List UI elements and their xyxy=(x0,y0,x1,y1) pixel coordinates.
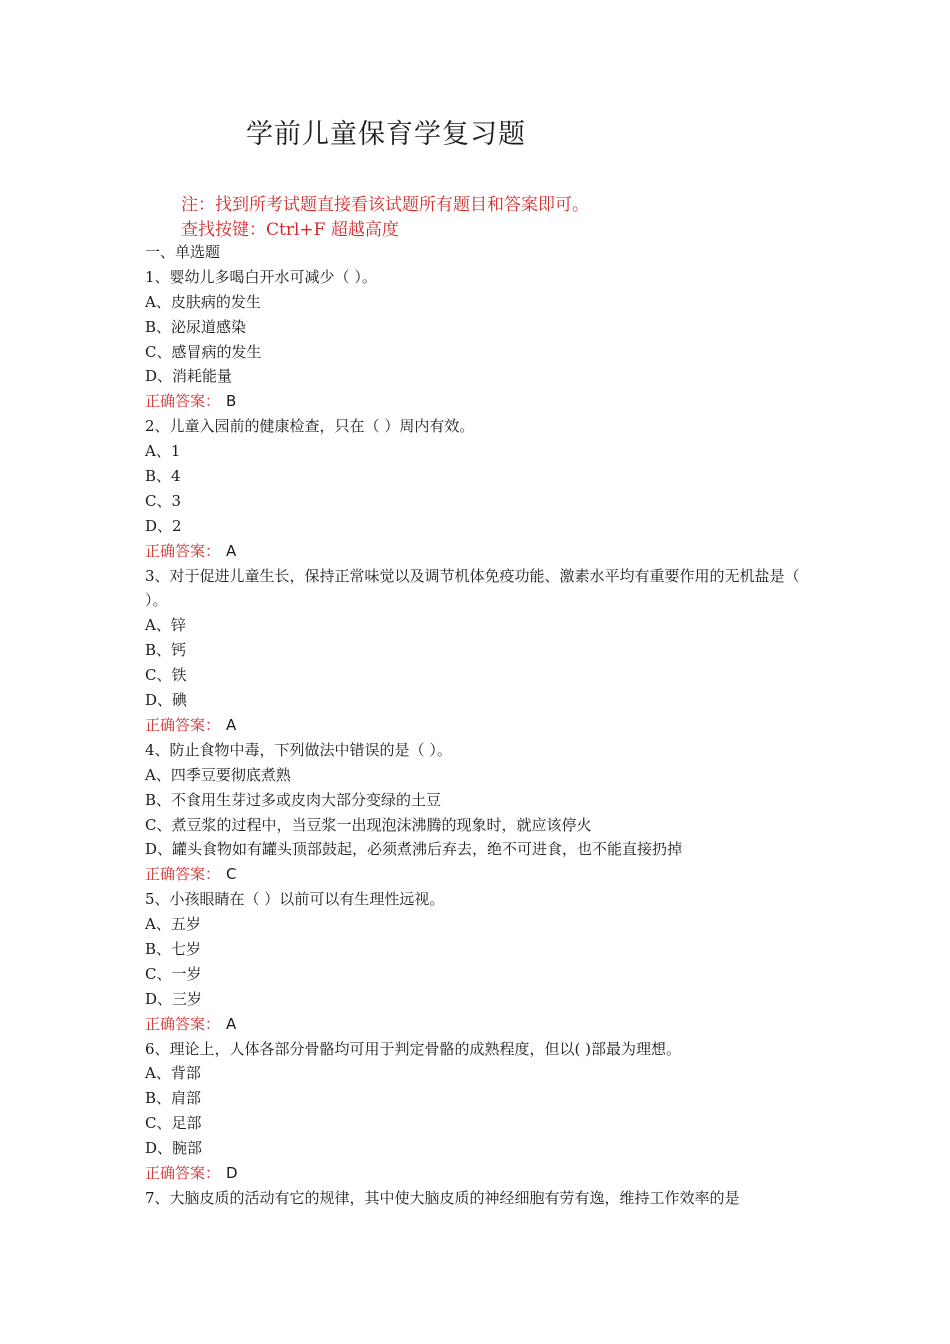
answer-label: 正确答案： xyxy=(145,1163,221,1182)
section-heading: 一、单选题 xyxy=(145,243,221,261)
option: C、感冒病的发生 xyxy=(145,342,262,361)
answer-line xyxy=(145,539,825,564)
option: D、腕部 xyxy=(145,1139,203,1158)
note-line-2: 查找按键：Ctrl+F 超越高度 xyxy=(181,220,399,240)
note-line-1: 注：找到所考试题直接看该试题所有题目和答案即可。 xyxy=(181,195,589,215)
option: B、4 xyxy=(145,467,181,486)
option: A、背部 xyxy=(145,1064,201,1083)
answer-value: A xyxy=(226,1014,237,1033)
question-text: 6、理论上，人体各部分骨骼均可用于判定骨骼的成熟程度，但以( )部最为理想。 xyxy=(145,1039,682,1058)
option: B、七岁 xyxy=(145,939,202,958)
answer-line xyxy=(145,1161,825,1186)
answer-value: A xyxy=(226,715,237,734)
answer-line xyxy=(145,1012,825,1037)
option: C、3 xyxy=(145,491,182,510)
question-list xyxy=(145,240,825,1211)
question-text: 1、婴幼儿多喝白开水可减少（ ）。 xyxy=(145,267,377,286)
answer-value: A xyxy=(226,541,237,560)
option: C、铁 xyxy=(145,666,187,685)
option: A、皮肤病的发生 xyxy=(145,292,261,311)
option: D、消耗能量 xyxy=(145,367,233,386)
option: D、罐头食物如有罐头顶部鼓起，必须煮沸后弃去，绝不可进食，也不能直接扔掉 xyxy=(145,840,683,859)
option: D、碘 xyxy=(145,691,188,710)
option: C、一岁 xyxy=(145,964,202,983)
answer-label: 正确答案： xyxy=(145,1014,221,1033)
question-text: 5、小孩眼睛在（ ）以前可以有生理性远视。 xyxy=(145,890,445,909)
option: D、2 xyxy=(145,516,182,535)
option: A、1 xyxy=(145,442,181,461)
answer-label: 正确答案： xyxy=(145,715,221,734)
option: D、三岁 xyxy=(145,989,203,1008)
question-text: 4、防止食物中毒，下列做法中错误的是（ ）。 xyxy=(145,740,452,759)
answer-line xyxy=(145,713,825,738)
answer-value: B xyxy=(226,392,237,411)
option: C、足部 xyxy=(145,1114,202,1133)
option: B、不食用生芽过多或皮肉大部分变绿的土豆 xyxy=(145,790,442,809)
option: A、四季豆要彻底煮熟 xyxy=(145,765,291,784)
document-title: 学前儿童保育学复习题 xyxy=(246,119,526,150)
answer-line xyxy=(145,862,825,887)
option: C、煮豆浆的过程中，当豆浆一出现泡沫沸腾的现象时，就应该停火 xyxy=(145,815,592,834)
question-text: 7、大脑皮质的活动有它的规律，其中使大脑皮质的神经细胞有劳有逸，维持工作效率的是 xyxy=(145,1188,740,1207)
question-text: 3、对于促进儿童生长，保持正常味觉以及调节机体免疫功能、激素水平均有重要作用的无机盐是（ ）。 xyxy=(145,566,800,610)
option: B、钙 xyxy=(145,641,187,660)
answer-value: D xyxy=(226,1163,238,1182)
option: B、泌尿道感染 xyxy=(145,317,247,336)
option: A、五岁 xyxy=(145,915,201,934)
answer-value: C xyxy=(226,865,237,884)
question-text: 2、儿童入园前的健康检查，只在（ ）周内有效。 xyxy=(145,417,475,436)
answer-label: 正确答案： xyxy=(145,392,221,411)
answer-line xyxy=(145,389,825,414)
answer-label: 正确答案： xyxy=(145,865,221,884)
answer-label: 正确答案： xyxy=(145,541,221,560)
option: A、锌 xyxy=(145,616,186,635)
option: B、肩部 xyxy=(145,1089,202,1108)
